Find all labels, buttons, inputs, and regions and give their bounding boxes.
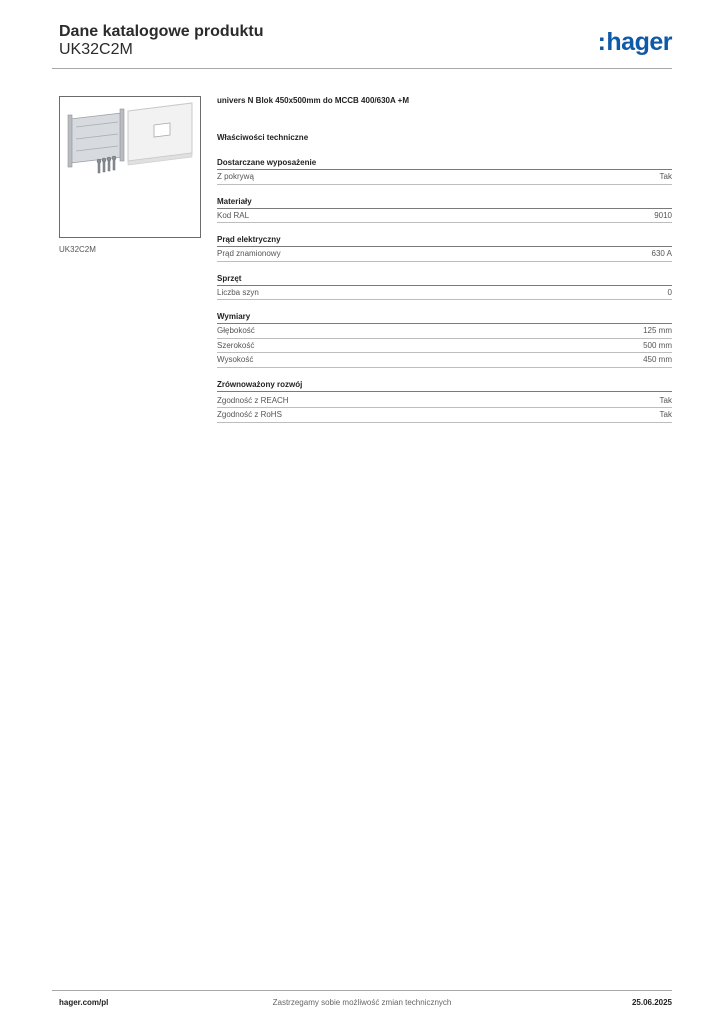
section-materials — [217, 197, 672, 224]
footer-date: 25.06.2025 — [631, 998, 672, 1007]
spec-value: 0 — [667, 287, 672, 297]
product-illustration — [60, 97, 200, 237]
logo-text: hager — [606, 28, 672, 56]
section-title: Wymiary — [217, 312, 672, 324]
spec-value: 125 mm — [643, 326, 672, 336]
logo-colon: : — [597, 28, 606, 56]
section-title: Zrównoważony rozwój — [217, 380, 672, 392]
section-dimensions — [217, 312, 672, 368]
spec-row — [217, 170, 672, 185]
product-image — [59, 96, 201, 238]
footer-website-link[interactable]: hager.com/pl — [59, 998, 109, 1007]
footer-divider — [52, 990, 672, 991]
spec-value: 630 A — [651, 249, 672, 259]
spec-row — [217, 339, 672, 354]
spec-row — [217, 324, 672, 339]
section-hardware — [217, 274, 672, 301]
section-title: Prąd elektryczny — [217, 235, 672, 247]
spec-value: Tak — [659, 410, 672, 420]
spec-row — [217, 394, 672, 409]
spec-label: Głębokość — [217, 326, 255, 336]
spec-label: Wysokość — [217, 355, 254, 365]
spec-value: 450 mm — [643, 355, 672, 365]
footer-disclaimer: Zastrzegamy sobie możliwość zmian technicznych — [272, 998, 452, 1007]
spec-label: Z pokrywą — [217, 172, 254, 182]
spec-row — [217, 353, 672, 368]
product-details — [217, 96, 672, 435]
spec-value: Tak — [659, 395, 672, 405]
spec-row — [217, 286, 672, 301]
spec-label: Kod RAL — [217, 210, 250, 220]
spec-label: Liczba szyn — [217, 287, 259, 297]
properties-heading: Właściwości techniczne — [217, 133, 309, 142]
spec-row — [217, 209, 672, 224]
spec-label: Zgodność z RoHS — [217, 410, 282, 420]
section-title: Sprzęt — [217, 274, 672, 286]
section-title: Materiały — [217, 197, 672, 209]
spec-label: Prąd znamionowy — [217, 249, 281, 259]
spec-value: Tak — [659, 172, 672, 182]
spec-value: 500 mm — [643, 340, 672, 350]
page-title: Dane katalogowe produktu — [59, 23, 264, 40]
hager-logo — [598, 28, 672, 56]
spec-label: Zgodność z REACH — [217, 395, 289, 405]
header-divider — [52, 68, 672, 69]
spec-label: Szerokość — [217, 340, 255, 350]
spec-value: 9010 — [654, 210, 672, 220]
section-sustainability — [217, 380, 672, 423]
spec-row — [217, 408, 672, 423]
spec-row — [217, 247, 672, 262]
section-electrical — [217, 235, 672, 262]
section-supplied-equipment — [217, 158, 672, 185]
product-name: univers N Blok 450x500mm do MCCB 400/630A +M — [217, 96, 410, 105]
product-code: UK32C2M — [59, 41, 133, 58]
section-title: Dostarczane wyposażenie — [217, 158, 672, 170]
image-caption: UK32C2M — [59, 245, 96, 254]
